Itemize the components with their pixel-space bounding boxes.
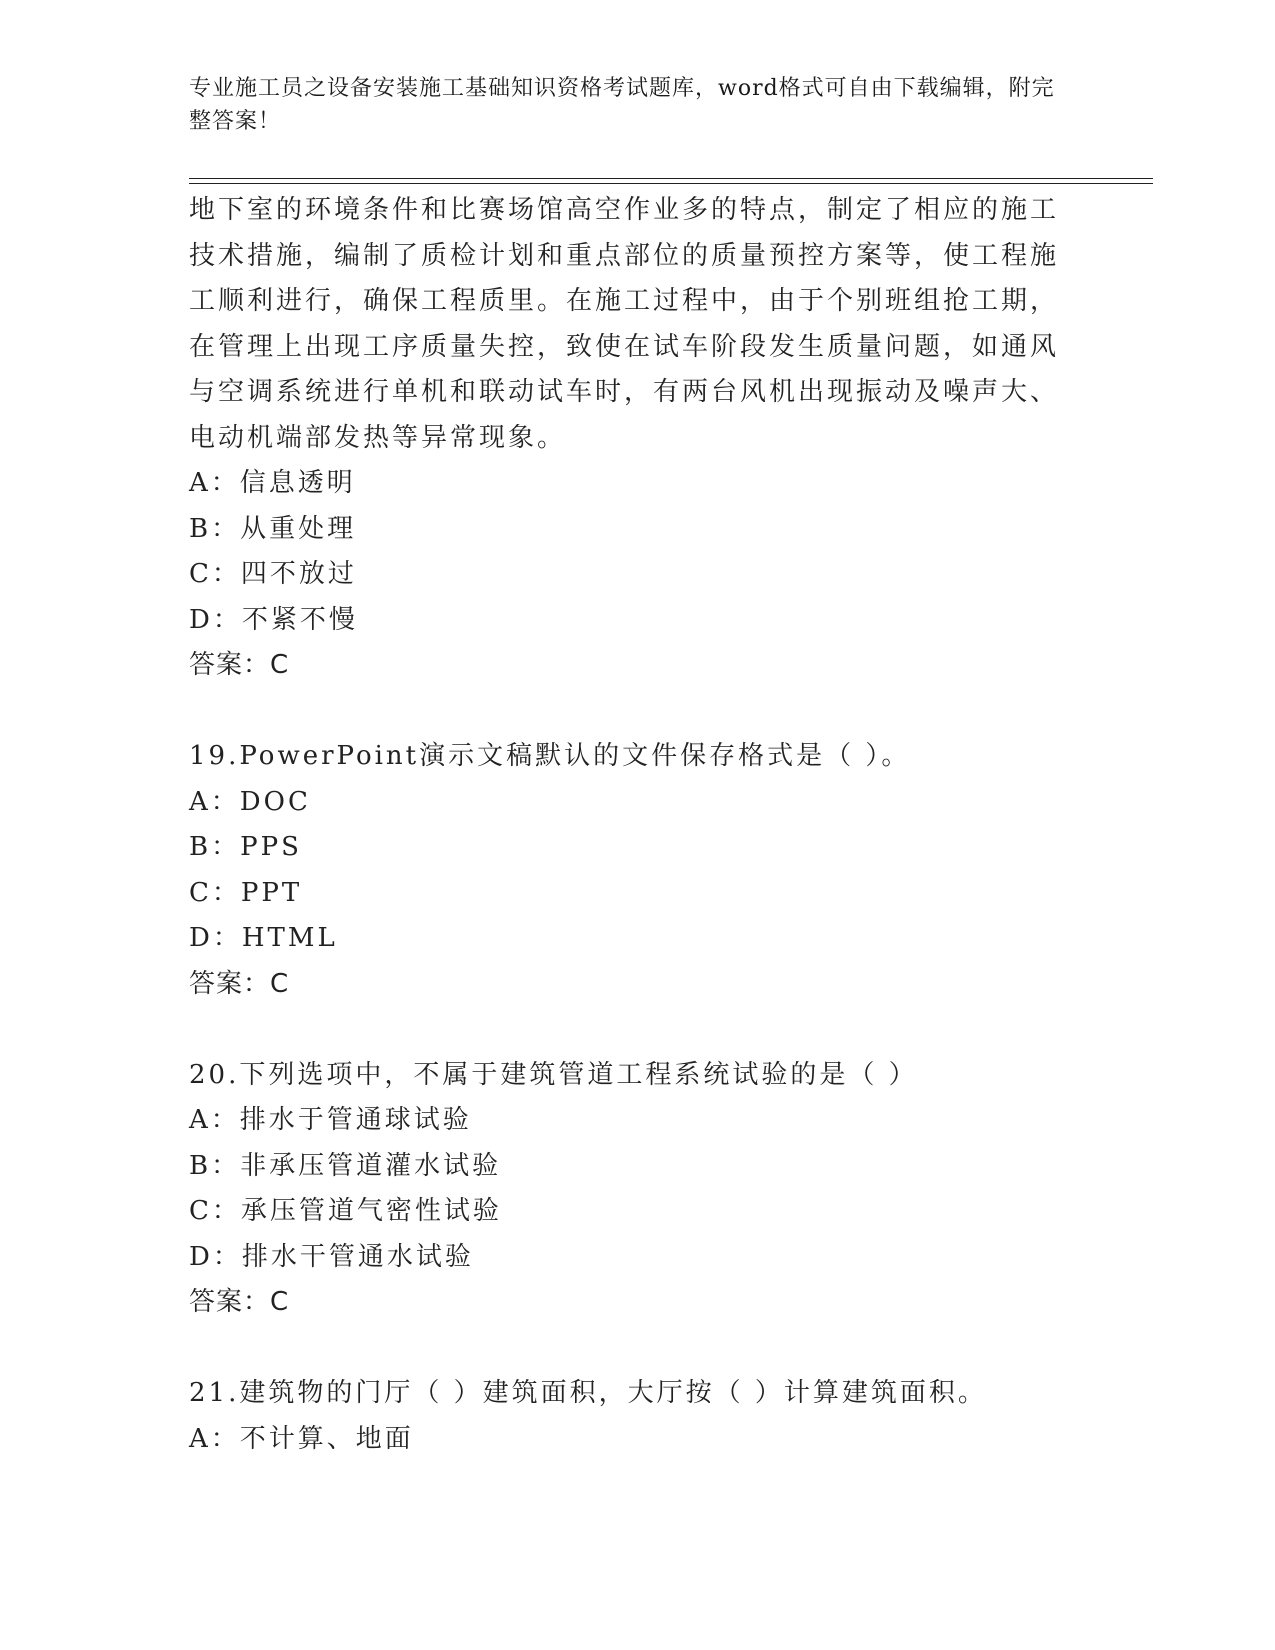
document-header: 专业施工员之设备安装施工基础知识资格考试题库，word格式可自由下载编辑，附完整答案！ [189,76,1055,134]
option-b: B：从重处理 [189,513,357,544]
question-block-20 [189,1053,1069,1326]
option-b: B：PPS [189,832,302,862]
option-d: D：HTML [189,923,338,953]
header-divider-bottom [189,183,1153,184]
option-d: D：排水干管通水试验 [189,1241,474,1272]
question-stem-continued: 地下室的环境条件和比赛场馆高空作业多的特点，制定了相应的施工技术措施，编制了质检计划和重点部位的质量预控方案等，使工程施工顺利进行，确保工程质里。在施工过程中，由于个别班组抢工期，在管理上出现工序质量失控，致使在试车阶段发生质量问题，如通风与空调系统进行单机和联动试车时，有两台风机出现振动及噪声大、电动机端部发热等异常现象。 [189,195,1060,453]
option-a: A：不计算、地面 [189,1423,414,1454]
option-c: C：四不放过 [189,559,357,589]
spacer [189,689,1069,735]
option-b: B：非承压管道灌水试验 [189,1150,502,1181]
document-body [189,188,1069,1462]
option-c: C：承压管道气密性试验 [189,1196,502,1226]
question-block-21 [189,1371,1069,1462]
answer-line: 答案：C [189,968,290,999]
question-stem: 20.下列选项中，不属于建筑管道工程系统试验的是（ ） [189,1059,918,1090]
spacer [189,1007,1069,1053]
spacer [189,1326,1069,1372]
option-c: C：PPT [189,877,303,908]
question-stem: 19.PowerPoint演示文稿默认的文件保存格式是（ ）。 [189,741,911,771]
option-a: A：排水于管通球试验 [189,1105,472,1135]
answer-line: 答案：C [189,1287,290,1317]
answer-line: 答案：C [189,650,290,680]
header-divider-top [189,178,1153,179]
option-a: A：DOC [189,786,311,817]
question-block-18 [189,188,1069,689]
question-block-19 [189,734,1069,1007]
option-a: A：信息透明 [189,468,356,498]
option-d: D：不紧不慢 [189,604,358,635]
question-stem: 21.建筑物的门厅（ ）建筑面积，大厅按（ ）计算建筑面积。 [189,1378,987,1408]
